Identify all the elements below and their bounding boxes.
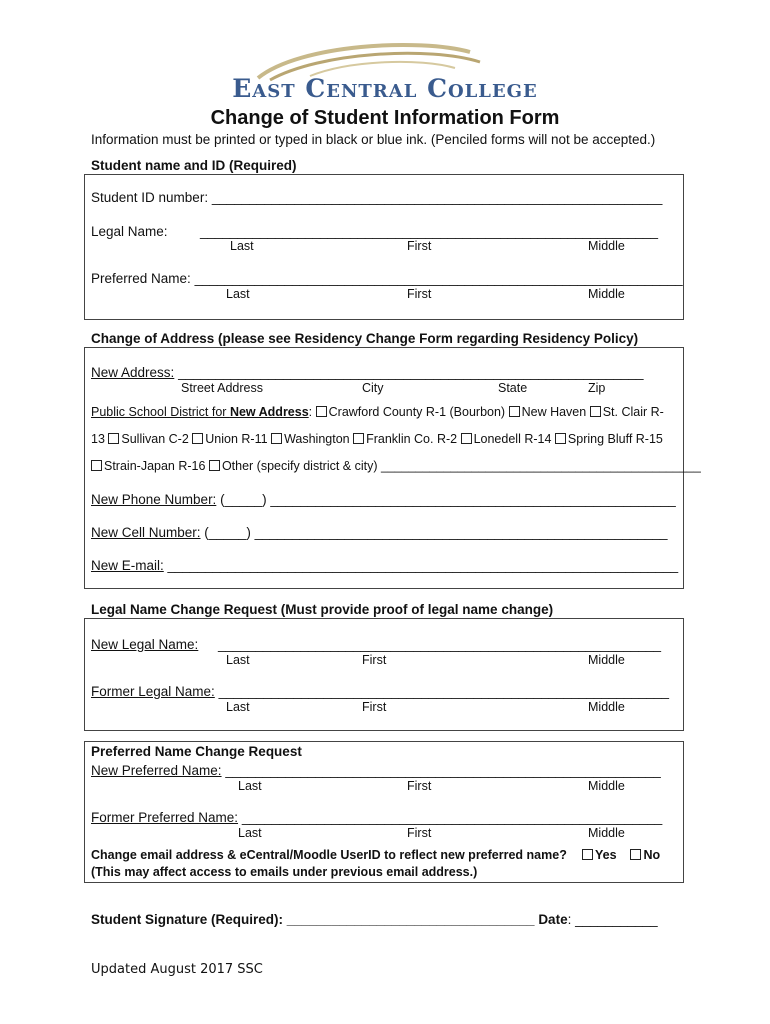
section-title-preferred: Preferred Name Change Request bbox=[91, 744, 302, 759]
checkbox-crawford[interactable] bbox=[316, 406, 327, 417]
phone-field[interactable]: (_____) ______________________________________________________ bbox=[220, 492, 676, 507]
former-legal-row bbox=[91, 684, 669, 699]
legal-box bbox=[84, 618, 684, 731]
former-pref-row bbox=[91, 810, 662, 825]
preferred-sub-middle: Middle bbox=[588, 287, 625, 301]
cell-row bbox=[91, 525, 668, 540]
new-address-field[interactable]: ______________________________________________________________ bbox=[178, 365, 644, 380]
option-yes-label: Yes bbox=[595, 848, 617, 862]
phone-label: New Phone Number: bbox=[91, 492, 217, 507]
email-change-question: Change email address & eCentral/Moodle UserID to reflect new preferred name? bbox=[91, 848, 567, 862]
footer-updated: Updated August 2017 SSC bbox=[91, 962, 263, 977]
section-title-student: Student name and ID (Required) bbox=[91, 158, 297, 173]
email-change-note: (This may affect access to emails under previous email address.) bbox=[91, 865, 478, 879]
former-pref-label: Former Preferred Name: bbox=[91, 810, 239, 825]
legal-name-label: Legal Name: bbox=[91, 224, 168, 239]
student-id-label: Student ID number: bbox=[91, 190, 209, 205]
signature-label: Student Signature (Required): bbox=[91, 912, 283, 927]
form-instructions: Information must be printed or typed in black or blue ink. (Penciled forms will not be accepted.) bbox=[91, 132, 656, 147]
checkbox-newhaven[interactable] bbox=[509, 406, 520, 417]
newpref-sub-last: Last bbox=[238, 779, 262, 793]
checkbox-lonedell[interactable] bbox=[461, 433, 472, 444]
former-legal-field[interactable]: ____________________________________________________________ bbox=[218, 684, 670, 699]
date-label: Date bbox=[538, 912, 568, 927]
cell-label: New Cell Number: bbox=[91, 525, 201, 540]
checkbox-washington[interactable] bbox=[271, 433, 282, 444]
new-address-label: New Address: bbox=[91, 365, 175, 380]
newpref-sub-middle: Middle bbox=[588, 779, 625, 793]
email-field[interactable]: ____________________________________________________________________ bbox=[167, 558, 679, 573]
email-label: New E-mail: bbox=[91, 558, 164, 573]
preferred-name-field[interactable]: _________________________________________________________________ bbox=[194, 271, 683, 286]
legal-sub-last: Last bbox=[230, 239, 254, 253]
legal-sub-middle: Middle bbox=[588, 239, 625, 253]
formerlegal-sub-last: Last bbox=[226, 700, 250, 714]
signature-field[interactable]: _________________________________ bbox=[286, 912, 535, 927]
checkbox-franklin[interactable] bbox=[353, 433, 364, 444]
newlegal-sub-first: First bbox=[362, 653, 387, 667]
option-no-label: No bbox=[643, 848, 661, 862]
formerpref-sub-first: First bbox=[407, 826, 432, 840]
section-title-address: Change of Address (please see Residency Change Form regarding Residency Policy) bbox=[91, 331, 639, 346]
checkbox-stclair[interactable] bbox=[590, 406, 601, 417]
new-pref-label: New Preferred Name: bbox=[91, 763, 222, 778]
district-label: Public School District for New Address bbox=[91, 405, 309, 419]
address-sub-street: Street Address bbox=[181, 381, 263, 395]
checkbox-no[interactable] bbox=[630, 849, 641, 860]
college-name: East Central College bbox=[232, 74, 538, 103]
preferred-name-label: Preferred Name: bbox=[91, 271, 191, 286]
checkbox-other[interactable] bbox=[209, 460, 220, 471]
other-district-field[interactable]: ______________________________________________ bbox=[381, 459, 701, 473]
college-logo bbox=[0, 40, 770, 102]
email-row bbox=[91, 558, 678, 573]
address-sub-zip: Zip bbox=[588, 381, 606, 395]
former-legal-label: Former Legal Name: bbox=[91, 684, 215, 699]
formerlegal-sub-first: First bbox=[362, 700, 387, 714]
signature-row bbox=[91, 912, 658, 927]
student-id-row bbox=[91, 190, 662, 205]
preferred-name-row bbox=[91, 271, 683, 286]
newlegal-sub-middle: Middle bbox=[588, 653, 625, 667]
preferred-sub-first: First bbox=[407, 287, 432, 301]
address-sub-city: City bbox=[362, 381, 384, 395]
new-pref-field[interactable]: __________________________________________________________ bbox=[225, 763, 661, 778]
preferred-sub-last: Last bbox=[226, 287, 250, 301]
new-pref-row bbox=[91, 763, 661, 778]
legal-name-field[interactable]: _____________________________________________________________ bbox=[200, 224, 658, 239]
email-change-options bbox=[582, 848, 660, 862]
checkbox-sullivan[interactable] bbox=[108, 433, 119, 444]
student-id-field[interactable]: ____________________________________________________________ bbox=[211, 190, 663, 205]
date-field[interactable]: : ___________ bbox=[567, 912, 658, 927]
newpref-sub-first: First bbox=[407, 779, 432, 793]
section-title-legal: Legal Name Change Request (Must provide proof of legal name change) bbox=[91, 602, 554, 617]
new-legal-field[interactable]: ___________________________________________________________ bbox=[218, 637, 661, 652]
formerpref-sub-middle: Middle bbox=[588, 826, 625, 840]
cell-field[interactable]: (_____) _______________________________________________________ bbox=[204, 525, 668, 540]
district-row-3: Strain-Japan R-16 Other (specify district & city) ______________________________________________ bbox=[91, 459, 701, 473]
form-title: Change of Student Information Form bbox=[210, 107, 560, 129]
checkbox-yes[interactable] bbox=[582, 849, 593, 860]
formerlegal-sub-middle: Middle bbox=[588, 700, 625, 714]
checkbox-union[interactable] bbox=[192, 433, 203, 444]
newlegal-sub-last: Last bbox=[226, 653, 250, 667]
new-address-row bbox=[91, 365, 644, 380]
phone-row bbox=[91, 492, 676, 507]
address-sub-state: State bbox=[498, 381, 528, 395]
formerpref-sub-last: Last bbox=[238, 826, 262, 840]
district-row-2: 13 Sullivan C-2 Union R-11 Washington Franklin Co. R-2 Lonedell R-14 Spring Bluff R-15 bbox=[91, 432, 663, 446]
checkbox-springbluff[interactable] bbox=[555, 433, 566, 444]
legal-sub-first: First bbox=[407, 239, 432, 253]
checkbox-strain[interactable] bbox=[91, 460, 102, 471]
new-legal-label: New Legal Name: bbox=[91, 637, 199, 652]
former-pref-field[interactable]: ________________________________________________________ bbox=[241, 810, 663, 825]
district-row-1: Public School District for New Address: Crawford County R-1 (Bourbon) New Haven St. Clair R- bbox=[91, 405, 664, 419]
email-change-question-row bbox=[91, 848, 567, 862]
